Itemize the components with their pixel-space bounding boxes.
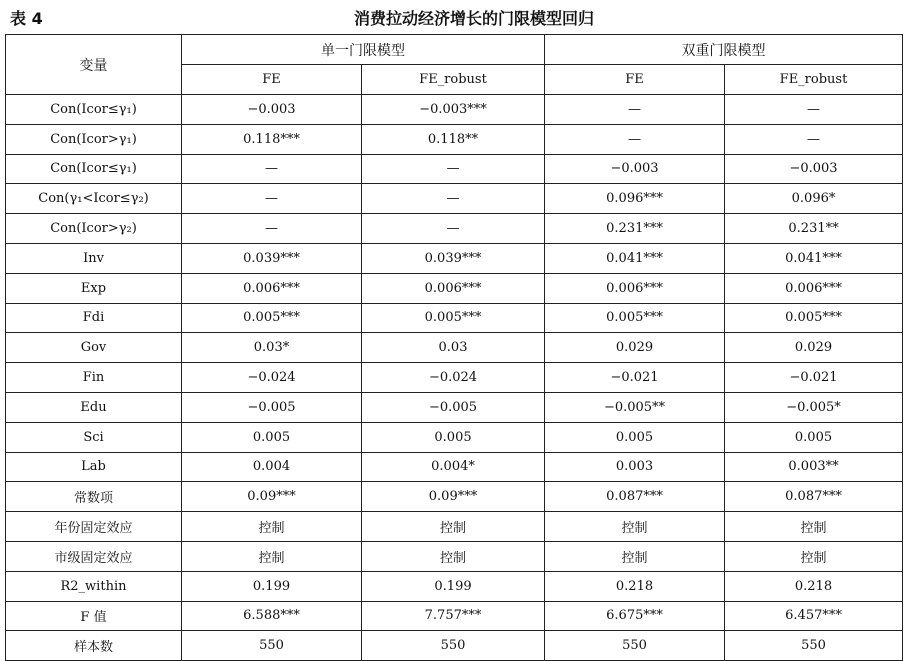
coefficient-cell: 550 xyxy=(182,631,362,661)
variable-label: 市级固定效应 xyxy=(6,541,182,571)
variable-label: Exp xyxy=(6,273,182,303)
coefficient-cell: — xyxy=(362,214,545,244)
table-row xyxy=(6,333,903,363)
coefficient-cell: 0.039*** xyxy=(362,243,545,273)
coefficient-cell: 控制 xyxy=(545,541,725,571)
coefficient-cell: 0.006*** xyxy=(725,273,903,303)
variable-label: 样本数 xyxy=(6,631,182,661)
table-row xyxy=(6,95,903,125)
coefficient-cell: 0.006*** xyxy=(182,273,362,303)
variable-label: Fin xyxy=(6,363,182,393)
coefficient-cell: −0.003*** xyxy=(362,95,545,125)
coefficient-cell: 0.199 xyxy=(362,571,545,601)
coefficient-cell: 0.087*** xyxy=(545,482,725,512)
header-single-threshold: 单一门限模型 xyxy=(182,35,545,65)
table-title: 消费拉动经济增长的门限模型回归 xyxy=(353,9,594,28)
coefficient-cell: −0.024 xyxy=(182,363,362,393)
table-row xyxy=(6,541,903,571)
coefficient-cell: 0.118** xyxy=(362,124,545,154)
header-variable: 变量 xyxy=(6,35,182,95)
coefficient-cell: 控制 xyxy=(725,512,903,542)
table-row xyxy=(6,571,903,601)
header-fe-2: FE xyxy=(545,65,725,95)
variable-label: Con(γ₁<Icor≤γ₂) xyxy=(6,184,182,214)
variable-label: Edu xyxy=(6,392,182,422)
coefficient-cell: −0.024 xyxy=(362,363,545,393)
coefficient-cell: 0.005*** xyxy=(362,303,545,333)
coefficient-cell: 7.757*** xyxy=(362,601,545,631)
coefficient-cell: — xyxy=(182,184,362,214)
coefficient-cell: 0.218 xyxy=(725,571,903,601)
header-fe-1: FE xyxy=(182,65,362,95)
coefficient-cell: 0.041*** xyxy=(545,243,725,273)
variable-label: Lab xyxy=(6,452,182,482)
coefficient-cell: — xyxy=(362,154,545,184)
coefficient-cell: 0.096*** xyxy=(545,184,725,214)
coefficient-cell: 0.231*** xyxy=(545,214,725,244)
variable-label: Fdi xyxy=(6,303,182,333)
table-row xyxy=(6,214,903,244)
coefficient-cell: 0.005 xyxy=(725,422,903,452)
header-row-groups xyxy=(6,35,903,65)
header-fe-robust-2: FE_robust xyxy=(725,65,903,95)
table-caption xyxy=(4,4,904,30)
coefficient-cell: 0.03* xyxy=(182,333,362,363)
variable-label: Con(Icor≤γ₁) xyxy=(6,154,182,184)
coefficient-cell: 0.118*** xyxy=(182,124,362,154)
coefficient-cell: — xyxy=(725,95,903,125)
coefficient-cell: — xyxy=(182,154,362,184)
table-number: 表 4 xyxy=(10,9,43,28)
coefficient-cell: 0.003** xyxy=(725,452,903,482)
table-row xyxy=(6,184,903,214)
coefficient-cell: — xyxy=(545,124,725,154)
coefficient-cell: 6.588*** xyxy=(182,601,362,631)
coefficient-cell: 控制 xyxy=(362,541,545,571)
variable-label: Inv xyxy=(6,243,182,273)
coefficient-cell: 控制 xyxy=(182,512,362,542)
coefficient-cell: 控制 xyxy=(725,541,903,571)
regression-table xyxy=(5,34,903,661)
coefficient-cell: 0.005*** xyxy=(725,303,903,333)
coefficient-cell: 控制 xyxy=(362,512,545,542)
table-body xyxy=(6,95,903,661)
coefficient-cell: 0.199 xyxy=(182,571,362,601)
coefficient-cell: 0.004* xyxy=(362,452,545,482)
coefficient-cell: 0.005 xyxy=(362,422,545,452)
coefficient-cell: 0.029 xyxy=(725,333,903,363)
coefficient-cell: 控制 xyxy=(545,512,725,542)
coefficient-cell: −0.021 xyxy=(545,363,725,393)
coefficient-cell: 控制 xyxy=(182,541,362,571)
table-row xyxy=(6,422,903,452)
table-row xyxy=(6,482,903,512)
variable-label: R2_within xyxy=(6,571,182,601)
header-fe-robust-1: FE_robust xyxy=(362,65,545,95)
variable-label: 年份固定效应 xyxy=(6,512,182,542)
table-row xyxy=(6,363,903,393)
coefficient-cell: 0.004 xyxy=(182,452,362,482)
coefficient-cell: 0.039*** xyxy=(182,243,362,273)
variable-label: Con(Icor>γ₁) xyxy=(6,124,182,154)
header-double-threshold: 双重门限模型 xyxy=(545,35,903,65)
table-row xyxy=(6,273,903,303)
coefficient-cell: 0.005 xyxy=(182,422,362,452)
coefficient-cell: 0.003 xyxy=(545,452,725,482)
coefficient-cell: 550 xyxy=(362,631,545,661)
table-row xyxy=(6,154,903,184)
coefficient-cell: — xyxy=(362,184,545,214)
coefficient-cell: 0.03 xyxy=(362,333,545,363)
coefficient-cell: −0.003 xyxy=(182,95,362,125)
coefficient-cell: 0.096* xyxy=(725,184,903,214)
table-row xyxy=(6,452,903,482)
variable-label: 常数项 xyxy=(6,482,182,512)
variable-label: Gov xyxy=(6,333,182,363)
coefficient-cell: 0.006*** xyxy=(362,273,545,303)
coefficient-cell: 6.457*** xyxy=(725,601,903,631)
coefficient-cell: 550 xyxy=(545,631,725,661)
coefficient-cell: 0.087*** xyxy=(725,482,903,512)
coefficient-cell: 550 xyxy=(725,631,903,661)
table-row xyxy=(6,303,903,333)
coefficient-cell: 0.006*** xyxy=(545,273,725,303)
coefficient-cell: 6.675*** xyxy=(545,601,725,631)
variable-label: Con(Icor>γ₂) xyxy=(6,214,182,244)
variable-label: F 值 xyxy=(6,601,182,631)
table-row xyxy=(6,243,903,273)
table-row xyxy=(6,392,903,422)
coefficient-cell: — xyxy=(545,95,725,125)
table-row xyxy=(6,601,903,631)
coefficient-cell: −0.005* xyxy=(725,392,903,422)
table-row xyxy=(6,631,903,661)
coefficient-cell: 0.005*** xyxy=(545,303,725,333)
table-row xyxy=(6,512,903,542)
coefficient-cell: 0.005*** xyxy=(182,303,362,333)
coefficient-cell: 0.09*** xyxy=(362,482,545,512)
coefficient-cell: — xyxy=(182,214,362,244)
coefficient-cell: −0.003 xyxy=(725,154,903,184)
coefficient-cell: −0.003 xyxy=(545,154,725,184)
coefficient-cell: −0.005** xyxy=(545,392,725,422)
table-row xyxy=(6,124,903,154)
coefficient-cell: 0.005 xyxy=(545,422,725,452)
variable-label: Con(Icor≤γ₁) xyxy=(6,95,182,125)
coefficient-cell: 0.231** xyxy=(725,214,903,244)
coefficient-cell: 0.218 xyxy=(545,571,725,601)
coefficient-cell: −0.021 xyxy=(725,363,903,393)
coefficient-cell: −0.005 xyxy=(362,392,545,422)
coefficient-cell: — xyxy=(725,124,903,154)
coefficient-cell: −0.005 xyxy=(182,392,362,422)
coefficient-cell: 0.029 xyxy=(545,333,725,363)
coefficient-cell: 0.041*** xyxy=(725,243,903,273)
coefficient-cell: 0.09*** xyxy=(182,482,362,512)
variable-label: Sci xyxy=(6,422,182,452)
